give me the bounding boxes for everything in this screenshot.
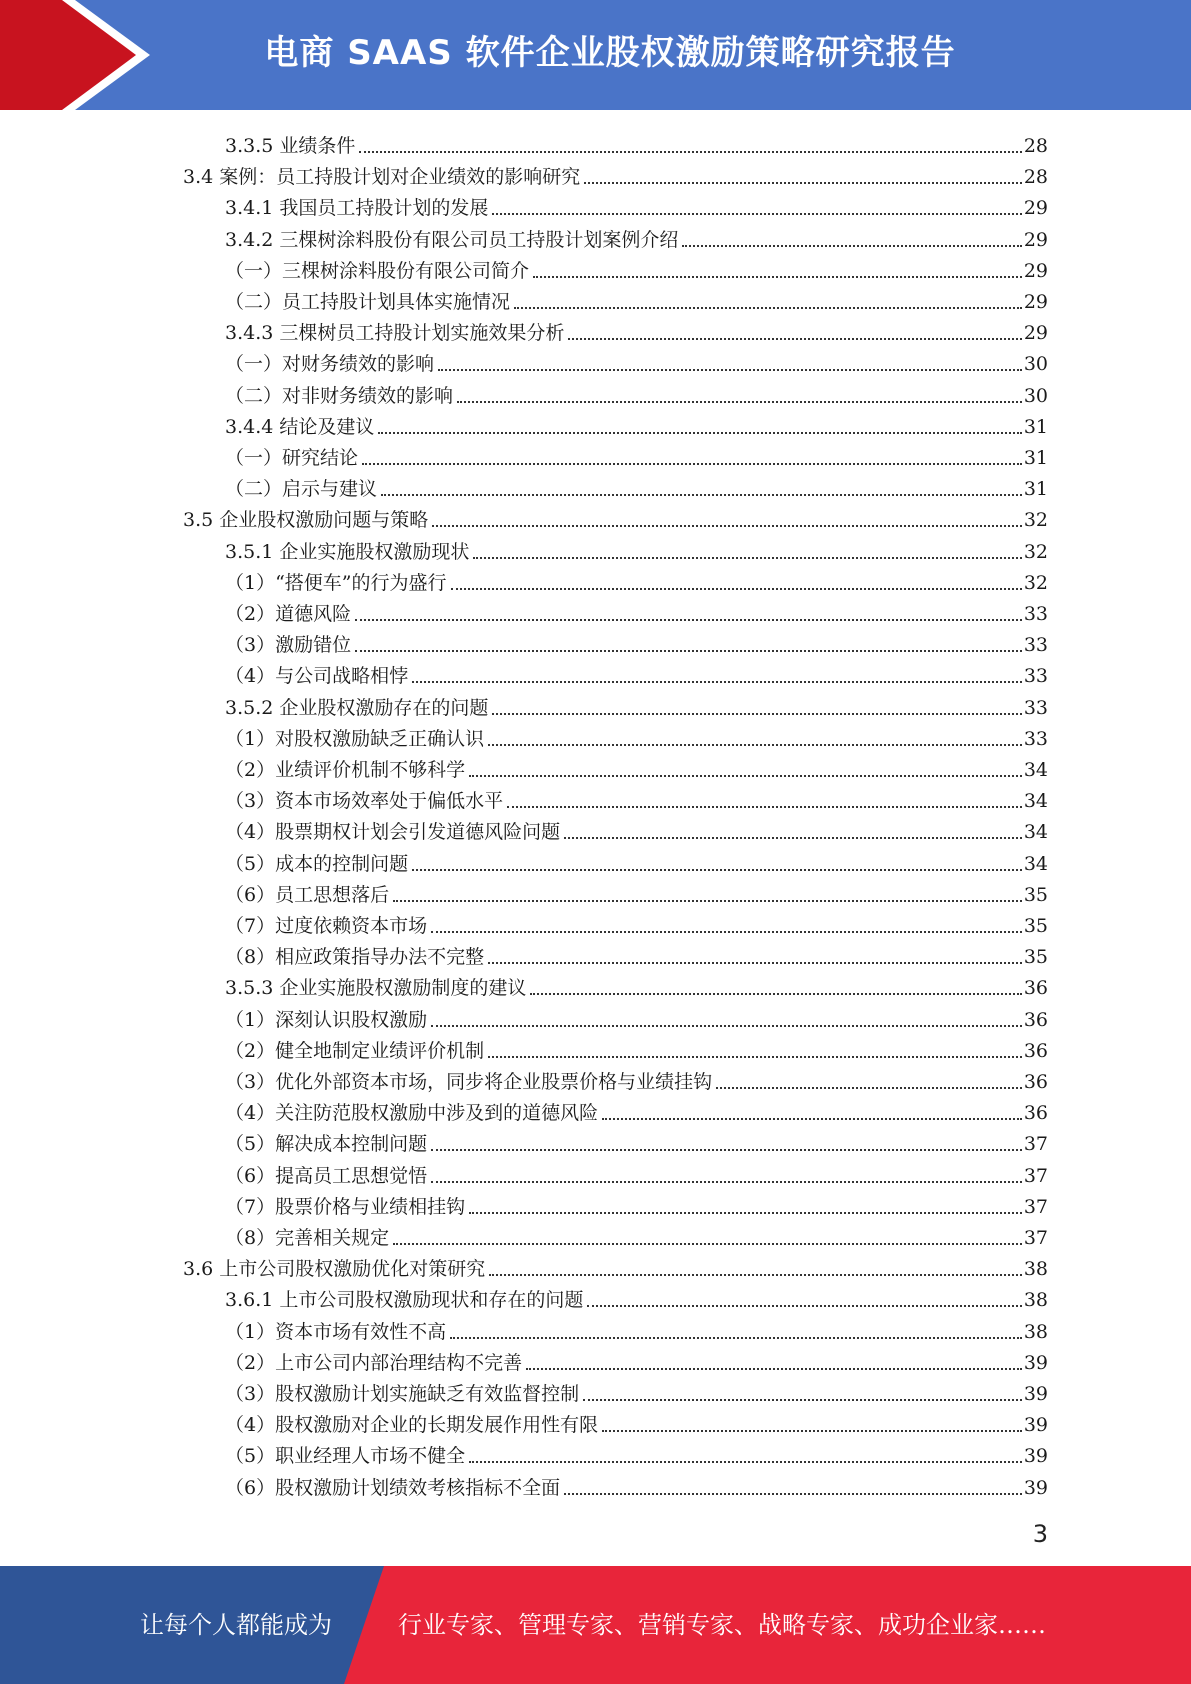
toc-entry[interactable] [225, 720, 1048, 751]
toc-entry-label: 3.4.4 结论及建议 [225, 415, 375, 438]
toc-entry-label: （6）股权激励计划绩效考核指标不全面 [225, 1476, 561, 1499]
toc-leader-dots [716, 1086, 1022, 1089]
toc-entry-label: （2）业绩评价机制不够科学 [225, 759, 466, 781]
toc-entry-label: （二）启示与建议 [225, 478, 378, 501]
toc-leader-dots [587, 1304, 1021, 1307]
toc-entry-label: （4）与公司战略相悖 [225, 665, 409, 688]
toc-leader-dots [432, 524, 1022, 527]
toc-entry-label: 3.4 案例：员工持股计划对企业绩效的影响研究 [183, 166, 581, 189]
toc-entry-label: （3）股权激励计划实施缺乏有效监督控制 [225, 1383, 580, 1405]
toc-entry-page: 37 [1023, 1195, 1048, 1218]
toc-entry-page: 37 [1023, 1164, 1048, 1187]
toc-entry[interactable] [225, 1219, 1048, 1250]
toc-entry-label: （一）对财务绩效的影响 [225, 353, 435, 376]
toc-entry[interactable] [183, 158, 1048, 189]
toc-entry-page: 39 [1023, 1383, 1048, 1405]
toc-entry-page: 34 [1023, 759, 1048, 781]
page-header [0, 0, 1191, 110]
toc-leader-dots [473, 556, 1021, 559]
toc-entry-page: 33 [1023, 727, 1048, 750]
toc-entry-label: 3.3.5 业绩条件 [225, 135, 356, 157]
toc-entry-page: 39 [1023, 1445, 1048, 1468]
toc-entry[interactable] [225, 127, 1048, 158]
toc-entry-page: 29 [1023, 259, 1048, 282]
toc-entry-page: 39 [1023, 1414, 1048, 1437]
toc-leader-dots [431, 1148, 1022, 1151]
toc-leader-dots [431, 1180, 1022, 1183]
footer-slogan-left: 让每个人都能成为 [140, 1611, 332, 1639]
toc-entry[interactable] [225, 813, 1048, 844]
toc-entry-label: （2）健全地制定业绩评价机制 [225, 1039, 485, 1062]
toc-entry[interactable] [225, 470, 1048, 501]
toc-entry-label: （5）成本的控制问题 [225, 852, 409, 875]
toc-entry[interactable] [225, 1375, 1048, 1406]
toc-entry-page: 31 [1023, 447, 1048, 469]
toc-entry-label: （3）资本市场效率处于偏低水平 [225, 790, 504, 813]
toc-leader-dots [393, 1242, 1022, 1245]
toc-entry-page: 35 [1023, 883, 1048, 906]
page-number: 3 [1032, 1520, 1048, 1548]
toc-entry-label: （7）过度依赖资本市场 [225, 915, 428, 937]
toc-entry[interactable] [225, 314, 1048, 345]
toc-entry-label: （7）股票价格与业绩相挂钩 [225, 1195, 466, 1218]
toc-leader-dots [431, 930, 1022, 933]
toc-entry-page: 33 [1023, 634, 1048, 657]
toc-leader-dots [583, 1398, 1022, 1401]
toc-entry-page: 34 [1023, 821, 1048, 844]
toc-entry-page: 32 [1023, 509, 1048, 532]
page-footer [0, 1566, 1191, 1684]
toc-leader-dots [507, 805, 1022, 808]
toc-entry-page: 33 [1023, 603, 1048, 625]
toc-entry-label: （8）完善相关规定 [225, 1227, 390, 1249]
toc-entry-page: 37 [1023, 1133, 1048, 1156]
header-arrow-graphic [0, 0, 150, 110]
toc-entry-page: 29 [1023, 228, 1048, 251]
toc-entry-label: 3.4.2 三棵树涂料股份有限公司员工持股计划案例介绍 [225, 228, 679, 251]
toc-entry-label: （5）职业经理人市场不健全 [225, 1445, 466, 1468]
toc-entry-page: 39 [1023, 1476, 1048, 1499]
toc-entry[interactable] [225, 689, 1048, 720]
toc-entry-label: （1）资本市场有效性不高 [225, 1320, 447, 1343]
toc-entry-page: 35 [1023, 946, 1048, 969]
toc-entry-page: 33 [1023, 696, 1048, 719]
toc-entry[interactable] [225, 1344, 1048, 1375]
toc-entry[interactable] [225, 907, 1048, 938]
toc-entry[interactable] [225, 1188, 1048, 1219]
toc-leader-dots [469, 1460, 1022, 1463]
toc-leader-dots [431, 1024, 1022, 1027]
toc-entry-page: 28 [1023, 166, 1048, 189]
toc-entry-page: 38 [1023, 1320, 1048, 1343]
toc-leader-dots [530, 992, 1021, 995]
toc-leader-dots [488, 743, 1022, 746]
toc-entry-label: （4）股权激励对企业的长期发展作用性有限 [225, 1414, 599, 1437]
toc-entry[interactable] [183, 501, 1048, 532]
toc-entry-label: （6）提高员工思想觉悟 [225, 1164, 428, 1187]
toc-entry[interactable] [225, 626, 1048, 657]
toc-leader-dots [602, 1429, 1022, 1432]
toc-entry-page: 34 [1023, 790, 1048, 813]
header-title: 电商 SAAS 软件企业股权激励策略研究报告 [264, 33, 956, 73]
toc-entry-label: 3.4.1 我国员工持股计划的发展 [225, 197, 489, 220]
toc-leader-dots [469, 774, 1022, 777]
toc-entry[interactable] [225, 782, 1048, 813]
toc-leader-dots [412, 680, 1022, 683]
toc-entry[interactable] [225, 189, 1048, 220]
toc-entry-label: （3）激励错位 [225, 634, 352, 657]
toc-leader-dots [682, 244, 1021, 247]
toc-entry-page: 36 [1023, 1039, 1048, 1062]
toc-entry-label: （2）道德风险 [225, 603, 352, 625]
toc-entry-page: 31 [1023, 415, 1048, 438]
toc-entry[interactable] [225, 1094, 1048, 1125]
toc-entry[interactable] [225, 533, 1048, 564]
toc-leader-dots [451, 587, 1022, 590]
toc-leader-dots [381, 493, 1022, 496]
toc-entry-label: （6）员工思想落后 [225, 883, 390, 906]
toc-entry-page: 34 [1023, 852, 1048, 875]
toc-entry[interactable] [225, 345, 1048, 376]
toc-entry[interactable] [225, 1063, 1048, 1094]
toc-entry-page: 32 [1023, 540, 1048, 563]
toc-entry-page: 29 [1023, 197, 1048, 220]
toc-entry-page: 36 [1023, 1008, 1048, 1031]
toc-leader-dots [488, 1055, 1022, 1058]
toc-leader-dots [602, 1117, 1022, 1120]
toc-entry[interactable] [225, 221, 1048, 252]
toc-leader-dots [492, 712, 1021, 715]
toc-leader-dots [469, 1211, 1022, 1214]
toc-entry-label: 3.4.3 三棵树员工持股计划实施效果分析 [225, 322, 565, 345]
toc-leader-dots [378, 431, 1021, 434]
toc-entry[interactable] [225, 1001, 1048, 1032]
toc-entry-label: （3）优化外部资本市场，同步将企业股票价格与业绩挂钩 [225, 1071, 713, 1093]
toc-entry[interactable] [225, 1032, 1048, 1063]
toc-entry-label: 3.5.3 企业实施股权激励制度的建议 [225, 977, 527, 1000]
toc-entry[interactable] [225, 1281, 1048, 1312]
toc-leader-dots [584, 181, 1022, 184]
toc-entry-page: 28 [1023, 135, 1048, 157]
toc-entry-page: 36 [1023, 977, 1048, 1000]
toc-entry-label: 3.6 上市公司股权激励优化对策研究 [183, 1258, 486, 1281]
toc-entry-page: 38 [1023, 1258, 1048, 1281]
toc-entry-label: （二）员工持股计划具体实施情况 [225, 291, 511, 313]
toc-entry-label: （5）解决成本控制问题 [225, 1133, 428, 1156]
toc-entry[interactable] [225, 1125, 1048, 1156]
toc-leader-dots [457, 400, 1022, 403]
toc-leader-dots [359, 150, 1021, 153]
toc-entry[interactable] [225, 751, 1048, 782]
toc-entry[interactable] [225, 1313, 1048, 1344]
toc-entry[interactable] [225, 408, 1048, 439]
toc-entry[interactable] [225, 252, 1048, 283]
toc-leader-dots [533, 275, 1022, 278]
toc-entry-label: 3.5.1 企业实施股权激励现状 [225, 540, 470, 563]
toc-leader-dots [362, 462, 1022, 465]
toc-entry[interactable] [225, 1157, 1048, 1188]
toc-entry[interactable] [225, 595, 1048, 626]
toc-leader-dots [568, 337, 1021, 340]
toc-leader-dots [489, 1273, 1022, 1276]
toc-entry-page: 30 [1023, 353, 1048, 376]
toc-entry-label: （4）股票期权计划会引发道德风险问题 [225, 821, 561, 844]
toc-leader-dots [412, 868, 1022, 871]
toc-entry-page: 39 [1023, 1351, 1048, 1374]
toc-entry-label: 3.6.1 上市公司股权激励现状和存在的问题 [225, 1289, 584, 1312]
footer-slogan-right: 行业专家、管理专家、营销专家、战略专家、成功企业家…… [398, 1611, 1046, 1639]
toc-entry-label: 3.5 企业股权激励问题与策略 [183, 509, 429, 532]
toc-entry-page: 29 [1023, 322, 1048, 345]
toc-entry[interactable] [225, 969, 1048, 1000]
toc-entry-label: （二）对非财务绩效的影响 [225, 384, 454, 407]
toc-leader-dots [438, 368, 1022, 371]
toc-entry-label: （一）研究结论 [225, 447, 359, 469]
toc-leader-dots [564, 836, 1022, 839]
toc-entry-page: 29 [1023, 291, 1048, 313]
toc-entry[interactable] [183, 1250, 1048, 1281]
toc-entry-label: （1）对股权激励缺乏正确认识 [225, 727, 485, 750]
toc-entry[interactable] [225, 1437, 1048, 1468]
toc-entry-label: （8）相应政策指导办法不完整 [225, 946, 485, 969]
toc-leader-dots [355, 618, 1022, 621]
toc-entry-page: 38 [1023, 1289, 1048, 1312]
toc-entry-page: 36 [1023, 1102, 1048, 1125]
toc-entry-page: 36 [1023, 1071, 1048, 1093]
toc-leader-dots [355, 649, 1022, 652]
toc-entry[interactable] [225, 377, 1048, 408]
toc-entry[interactable] [225, 439, 1048, 470]
toc-entry[interactable] [225, 283, 1048, 314]
toc-leader-dots [450, 1336, 1022, 1339]
toc-entry-page: 30 [1023, 384, 1048, 407]
toc-entry[interactable] [225, 564, 1048, 595]
toc-entry[interactable] [225, 876, 1048, 907]
toc-leader-dots [564, 1492, 1022, 1495]
toc-entry-page: 35 [1023, 915, 1048, 937]
toc-leader-dots [492, 212, 1021, 215]
toc-leader-dots [488, 961, 1022, 964]
toc-leader-dots [526, 1367, 1022, 1370]
toc-entry[interactable] [225, 938, 1048, 969]
toc-entry-label: 3.5.2 企业股权激励存在的问题 [225, 696, 489, 719]
toc-entry[interactable] [225, 1406, 1048, 1437]
toc-entry-page: 33 [1023, 665, 1048, 688]
toc-entry-page: 31 [1023, 478, 1048, 501]
toc-entry-label: （一）三棵树涂料股份有限公司简介 [225, 259, 530, 282]
toc-entry[interactable] [225, 845, 1048, 876]
toc-entry-label: （1）“搭便车”的行为盛行 [225, 571, 447, 594]
toc-entry-label: （4）关注防范股权激励中涉及到的道德风险 [225, 1102, 599, 1125]
toc-entry-label: （2）上市公司内部治理结构不完善 [225, 1351, 523, 1374]
toc-leader-dots [514, 306, 1022, 309]
toc-entry[interactable] [225, 657, 1048, 688]
toc-entry-label: （1）深刻认识股权激励 [225, 1008, 428, 1031]
toc-entry-page: 37 [1023, 1227, 1048, 1249]
toc-entry[interactable] [225, 1469, 1048, 1500]
toc-entry-page: 32 [1023, 571, 1048, 594]
toc-leader-dots [393, 899, 1022, 902]
